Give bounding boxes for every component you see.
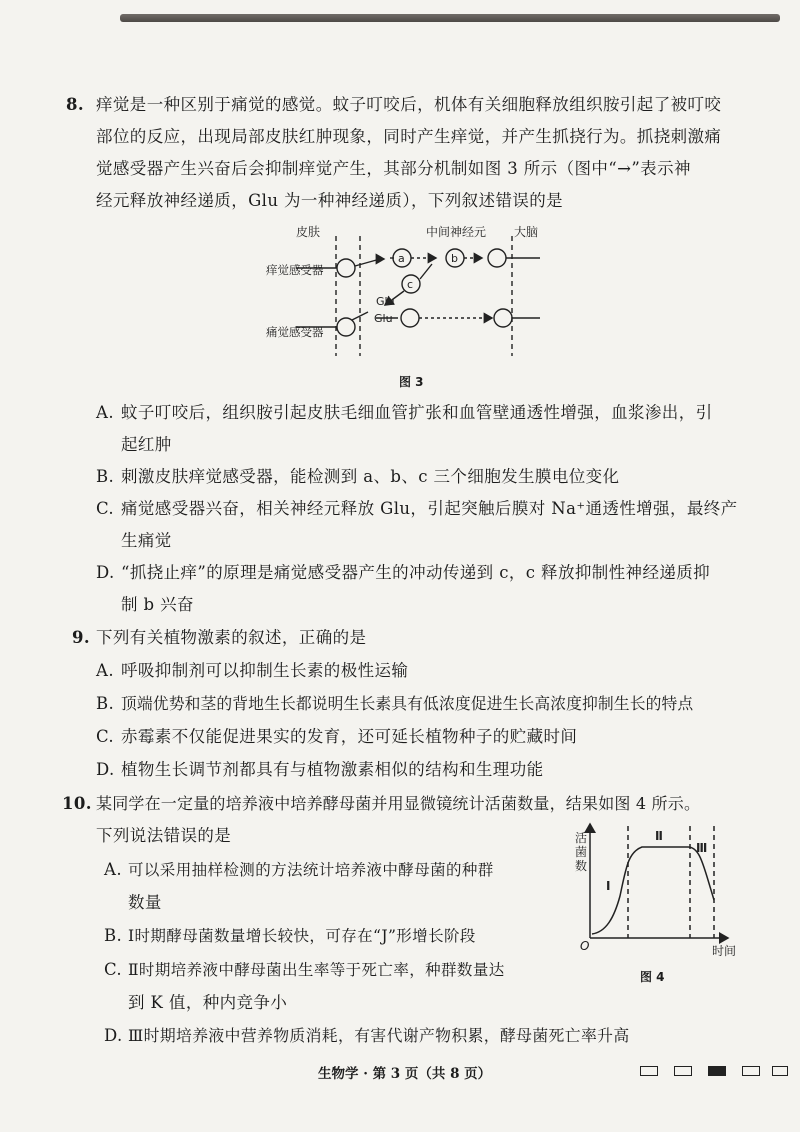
option-key: B. — [96, 694, 115, 713]
y-label-1: 活 — [575, 831, 588, 845]
label-pain-receptor: 痛觉感受器 — [266, 325, 324, 339]
option-key: C. — [96, 499, 115, 518]
option-text: 植物生长调节剂都具有与植物激素相似的结构和生理功能 — [121, 760, 544, 779]
label-glu-2: Glu — [374, 312, 393, 325]
label-cell-a: a — [398, 252, 405, 265]
label-skin: 皮肤 — [296, 225, 321, 239]
option-text: 呼吸抑制剂可以抑制生长素的极性运输 — [121, 661, 409, 680]
label-itch-receptor: 痒觉感受器 — [266, 263, 324, 277]
label-brain: 大脑 — [514, 225, 539, 239]
option-text: 数量 — [128, 893, 162, 912]
option-key: B. — [104, 926, 123, 945]
option-key: B. — [96, 467, 115, 486]
option-key: D. — [96, 563, 115, 582]
page-indicator-box — [674, 1066, 692, 1076]
y-label-3: 数 — [575, 859, 588, 873]
question-stem-line: 经元释放神经递质，Glu 为一种神经递质），下列叙述错误的是 — [96, 191, 564, 210]
option-key: D. — [104, 1026, 123, 1045]
option-text: 到 K 值，种内竞争小 — [128, 993, 288, 1012]
page-indicator-box-current — [708, 1066, 726, 1076]
label-cell-c: c — [407, 278, 414, 291]
option-key: A. — [96, 403, 114, 422]
question-number: 10. — [62, 794, 92, 813]
question-stem: 下列有关植物激素的叙述，正确的是 — [96, 628, 367, 647]
question-stem-line: 某同学在一定量的培养液中培养酵母菌并用显微镜统计活菌数量，结果如图 4 所示。 — [96, 794, 701, 813]
question-stem-line: 部位的反应，出现局部皮肤红肿现象，同时产生痒觉，并产生抓挠行为。抓挠刺激痛 — [96, 127, 722, 146]
question-stem-line: 痒觉是一种区别于痛觉的感觉。蚊子叮咬后，机体有关细胞释放组织胺引起了被叮咬 — [96, 95, 722, 114]
option-text: Ⅰ时期酵母菌数量增长较快，可存在“J”形增长阶段 — [128, 927, 476, 945]
option-text: 蚊子叮咬后，组织胺引起皮肤毛细血管扩张和血管壁通透性增强，血浆渗出，引 — [121, 403, 713, 422]
option-text: 顶端优势和茎的背地生长都说明生长素具有低浓度促进生长高浓度抑制生长的特点 — [121, 694, 694, 713]
page-footer: 生物学 · 第 3 页（共 8 页） — [318, 1066, 492, 1082]
phase-3-label: Ⅲ — [696, 841, 708, 855]
question-number: 9. — [72, 628, 91, 647]
figure-3-caption: 图 3 — [399, 375, 424, 389]
phase-1-label: Ⅰ — [606, 879, 611, 893]
option-text: Ⅱ时期培养液中酵母菌出生率等于死亡率，种群数量达 — [128, 961, 505, 979]
question-stem-line: 觉感受器产生兴奋后会抑制痒觉产生，其部分机制如图 3 所示（图中“→”表示神 — [96, 159, 691, 178]
page-indicator-box — [742, 1066, 760, 1076]
option-key: A. — [96, 661, 114, 680]
question-number: 8. — [66, 95, 85, 114]
figure-4-caption: 图 4 — [640, 970, 665, 984]
option-text: 赤霉素不仅能促进果实的发育，还可延长植物种子的贮藏时间 — [121, 727, 578, 746]
x-axis-label: 时间 — [712, 944, 737, 958]
option-text: “抓挠止痒”的原理是痛觉感受器产生的冲动传递到 c，c 释放抑制性神经递质抑 — [121, 563, 711, 582]
phase-2-label: Ⅱ — [655, 829, 663, 843]
option-text: 刺激皮肤痒觉感受器，能检测到 a、b、c 三个细胞发生膜电位变化 — [121, 467, 620, 486]
label-interneuron: 中间神经元 — [426, 225, 487, 239]
option-text: Ⅲ时期培养液中营养物质消耗，有害代谢产物积累，酵母菌死亡率升高 — [128, 1026, 630, 1045]
question-stem-line: 下列说法错误的是 — [96, 826, 232, 845]
option-text: 生痛觉 — [121, 531, 172, 550]
option-text: 制 b 兴奋 — [121, 595, 194, 614]
origin-label: O — [580, 939, 590, 953]
option-key: C. — [96, 727, 115, 746]
label-glu-1: Glu — [376, 295, 395, 308]
page-indicator-box — [640, 1066, 658, 1076]
option-key: A. — [104, 860, 122, 879]
option-text: 痛觉感受器兴奋，相关神经元释放 Glu，引起突触后膜对 Na⁺通透性增强，最终产 — [121, 499, 738, 518]
y-label-2: 菌 — [575, 845, 588, 859]
option-text: 起红肿 — [121, 435, 172, 454]
label-cell-b: b — [451, 252, 458, 265]
option-key: D. — [96, 760, 115, 779]
page-indicator-box — [772, 1066, 788, 1076]
option-text: 可以采用抽样检测的方法统计培养液中酵母菌的种群 — [128, 861, 494, 879]
option-key: C. — [104, 960, 123, 979]
